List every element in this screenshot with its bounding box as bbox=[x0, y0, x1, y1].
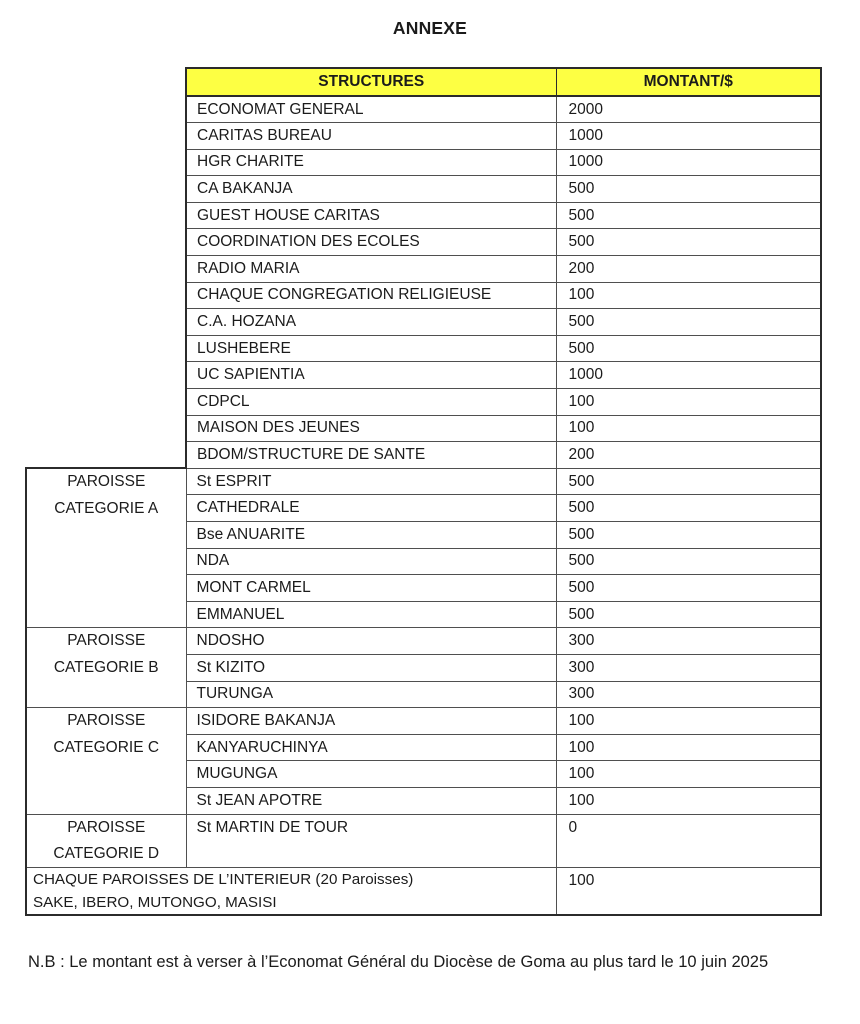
table-body bbox=[26, 96, 821, 915]
structure-cell: CHAQUE CONGREGATION RELIGIEUSE bbox=[186, 282, 556, 309]
row-spacer bbox=[26, 256, 186, 283]
structure-cell: CARITAS BUREAU bbox=[186, 123, 556, 150]
row-spacer bbox=[26, 96, 186, 123]
footer-structure-cell bbox=[26, 868, 556, 916]
amount-cell: 100 bbox=[556, 868, 821, 916]
row-spacer bbox=[26, 442, 186, 469]
structure-cell: St KIZITO bbox=[186, 654, 556, 681]
page-title: ANNEXE bbox=[392, 18, 468, 38]
table-row bbox=[26, 468, 821, 495]
amount-cell: 500 bbox=[556, 202, 821, 229]
structure-cell: EMMANUEL bbox=[186, 601, 556, 628]
structure-cell: C.A. HOZANA bbox=[186, 309, 556, 336]
category-cell bbox=[26, 628, 186, 708]
structure-cell: TURUNGA bbox=[186, 681, 556, 708]
table-row bbox=[26, 96, 821, 123]
amount-cell: 200 bbox=[556, 256, 821, 283]
column-header-montant: MONTANT/$ bbox=[556, 68, 821, 96]
row-spacer bbox=[26, 202, 186, 229]
structure-cell: LUSHEBERE bbox=[186, 335, 556, 362]
structure-cell: RADIO MARIA bbox=[186, 256, 556, 283]
table-row bbox=[26, 335, 821, 362]
structure-cell: MAISON DES JEUNES bbox=[186, 415, 556, 442]
row-spacer bbox=[26, 282, 186, 309]
structure-cell: St MARTIN DE TOUR bbox=[186, 814, 556, 868]
footer-structure-line: CHAQUE PAROISSES DE L’INTERIEUR (20 Paroisses) bbox=[33, 871, 414, 889]
structure-cell: NDOSHO bbox=[186, 628, 556, 655]
amount-cell: 100 bbox=[556, 708, 821, 735]
category-label-line: CATEGORIE A bbox=[54, 499, 159, 517]
amount-cell: 100 bbox=[556, 761, 821, 788]
table-row bbox=[26, 442, 821, 469]
header-spacer bbox=[26, 68, 186, 96]
footer-structure-line: SAKE, IBERO, MUTONGO, MASISI bbox=[33, 894, 277, 912]
table-row bbox=[26, 229, 821, 256]
table-row bbox=[26, 362, 821, 389]
structure-cell: Bse ANUARITE bbox=[186, 522, 556, 549]
table-row bbox=[26, 176, 821, 203]
category-cell bbox=[26, 468, 186, 628]
table-row bbox=[26, 415, 821, 442]
structure-cell: MONT CARMEL bbox=[186, 575, 556, 602]
amount-cell: 100 bbox=[556, 787, 821, 814]
nb-note: N.B : Le montant est à verser à l’Economat Général du Diocèse de Goma au plus tard le 10 juin 2025 bbox=[28, 953, 769, 972]
structure-cell: MUGUNGA bbox=[186, 761, 556, 788]
amount-cell: 0 bbox=[556, 814, 821, 868]
category-label-line: PAROISSE bbox=[67, 473, 146, 491]
category-label-line: CATEGORIE D bbox=[53, 844, 160, 862]
amount-cell: 500 bbox=[556, 176, 821, 203]
structure-cell: NDA bbox=[186, 548, 556, 575]
amount-cell: 500 bbox=[556, 575, 821, 602]
structure-cell: GUEST HOUSE CARITAS bbox=[186, 202, 556, 229]
row-spacer bbox=[26, 309, 186, 336]
row-spacer bbox=[26, 389, 186, 416]
structure-cell: COORDINATION DES ECOLES bbox=[186, 229, 556, 256]
amount-cell: 500 bbox=[556, 522, 821, 549]
amount-cell: 500 bbox=[556, 335, 821, 362]
row-spacer bbox=[26, 229, 186, 256]
row-spacer bbox=[26, 415, 186, 442]
amount-cell: 200 bbox=[556, 442, 821, 469]
amount-cell: 300 bbox=[556, 654, 821, 681]
table-row bbox=[26, 868, 821, 916]
amount-cell: 100 bbox=[556, 282, 821, 309]
category-label-line: PAROISSE bbox=[67, 818, 146, 836]
structure-cell: CDPCL bbox=[186, 389, 556, 416]
row-spacer bbox=[26, 149, 186, 176]
structure-cell: BDOM/STRUCTURE DE SANTE bbox=[186, 442, 556, 469]
amount-cell: 100 bbox=[556, 389, 821, 416]
amount-cell: 500 bbox=[556, 601, 821, 628]
category-cell bbox=[26, 708, 186, 814]
structure-cell: ISIDORE BAKANJA bbox=[186, 708, 556, 735]
row-spacer bbox=[26, 123, 186, 150]
category-cell bbox=[26, 814, 186, 868]
amount-cell: 500 bbox=[556, 229, 821, 256]
structure-cell: ECONOMAT GENERAL bbox=[186, 96, 556, 123]
category-label-line: PAROISSE bbox=[67, 632, 146, 650]
row-spacer bbox=[26, 176, 186, 203]
amount-cell: 100 bbox=[556, 415, 821, 442]
category-label-line: PAROISSE bbox=[67, 712, 146, 730]
table-row bbox=[26, 202, 821, 229]
amount-cell: 2000 bbox=[556, 96, 821, 123]
table-row bbox=[26, 389, 821, 416]
category-label-line: CATEGORIE B bbox=[53, 658, 159, 676]
structure-cell: CA BAKANJA bbox=[186, 176, 556, 203]
amount-cell: 1000 bbox=[556, 362, 821, 389]
amount-cell: 1000 bbox=[556, 123, 821, 150]
structure-cell: UC SAPIENTIA bbox=[186, 362, 556, 389]
category-label-line: CATEGORIE C bbox=[53, 738, 160, 756]
amount-cell: 500 bbox=[556, 495, 821, 522]
table-row bbox=[26, 708, 821, 735]
structure-cell: HGR CHARITE bbox=[186, 149, 556, 176]
amount-cell: 500 bbox=[556, 468, 821, 495]
row-spacer bbox=[26, 335, 186, 362]
amount-cell: 500 bbox=[556, 309, 821, 336]
table-row bbox=[26, 282, 821, 309]
annexe-table bbox=[25, 67, 822, 916]
table-row bbox=[26, 309, 821, 336]
amount-cell: 100 bbox=[556, 734, 821, 761]
table-row bbox=[26, 814, 821, 868]
amount-cell: 1000 bbox=[556, 149, 821, 176]
table-row bbox=[26, 149, 821, 176]
structure-cell: CATHEDRALE bbox=[186, 495, 556, 522]
header-row bbox=[26, 68, 821, 96]
row-spacer bbox=[26, 362, 186, 389]
amount-cell: 300 bbox=[556, 628, 821, 655]
amount-cell: 500 bbox=[556, 548, 821, 575]
table-row bbox=[26, 123, 821, 150]
amount-cell: 300 bbox=[556, 681, 821, 708]
column-header-structures: STRUCTURES bbox=[186, 68, 556, 96]
structure-cell: St ESPRIT bbox=[186, 468, 556, 495]
table-row bbox=[26, 256, 821, 283]
structure-cell: KANYARUCHINYA bbox=[186, 734, 556, 761]
table-row bbox=[26, 628, 821, 655]
structure-cell: St JEAN APOTRE bbox=[186, 787, 556, 814]
